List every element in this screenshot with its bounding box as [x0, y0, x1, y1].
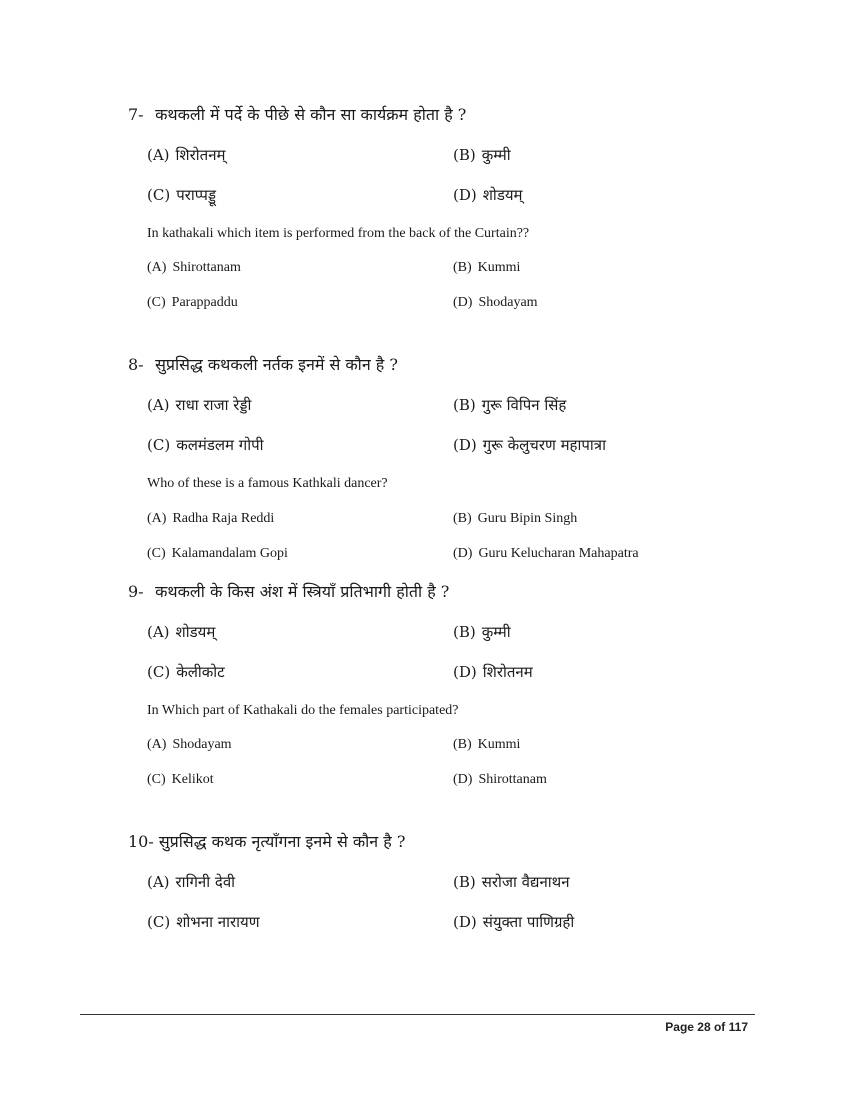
- question-text: सुप्रसिद्ध कथक नृत्याँगना इनमे से कौन है ?: [158, 832, 406, 851]
- q7-hindi-option-b: (B) कुम्मी: [453, 146, 511, 164]
- question-9-hindi: [128, 580, 449, 602]
- question-10-hindi: [128, 830, 405, 852]
- q10-hindi-option-b: (B) सरोजा वैद्यनाथन: [453, 873, 570, 891]
- q9-english-option-d: (D) Shirottanam: [453, 772, 547, 787]
- q8-hindi-option-d: (D) गुरू केलुचरण महापात्रा: [453, 436, 606, 454]
- q8-english-option-a: (A) Radha Raja Reddi: [147, 511, 275, 526]
- q7-english-option-c: (C) Parappaddu: [147, 295, 238, 310]
- q8-english-option-c: (C) Kalamandalam Gopi: [147, 546, 288, 561]
- q7-hindi-option-d: (D) शोडयम्: [453, 186, 523, 204]
- q8-english-option-d: (D) Guru Kelucharan Mahapatra: [453, 546, 639, 561]
- q9-hindi-option-b: (B) कुम्मी: [453, 623, 511, 641]
- question-7-hindi: [128, 103, 466, 125]
- question-number: 7-: [128, 105, 144, 124]
- question-text: सुप्रसिद्ध कथकली नर्तक इनमें से कौन है ?: [155, 355, 398, 374]
- q9-english-option-b: (B) Kummi: [453, 737, 521, 752]
- q9-english-option-a: (A) Shodayam: [147, 737, 232, 752]
- question-8-hindi: [128, 353, 398, 375]
- q7-english-option-b: (B) Kummi: [453, 260, 521, 275]
- q10-hindi-option-a: (A) रागिनी देवी: [147, 873, 236, 891]
- question-number: 10-: [128, 832, 154, 851]
- q9-english-option-c: (C) Kelikot: [147, 772, 214, 787]
- q8-hindi-option-a: (A) राधा राजा रेड्डी: [147, 396, 252, 414]
- question-8-english: Who of these is a famous Kathkali dancer?: [147, 476, 388, 491]
- question-number: 8-: [128, 355, 144, 374]
- q7-english-option-a: (A) Shirottanam: [147, 260, 241, 275]
- q7-hindi-option-a: (A) शिरोतनम्: [147, 146, 226, 164]
- q8-english-option-b: (B) Guru Bipin Singh: [453, 511, 578, 526]
- question-text: कथकली में पर्दे के पीछे से कौन सा कार्यक्रम होता है ?: [155, 105, 467, 124]
- q10-hindi-option-c: (C) शोभना नारायण: [147, 913, 260, 931]
- question-9-english: In Which part of Kathakali do the females participated?: [147, 703, 459, 718]
- q7-english-option-d: (D) Shodayam: [453, 295, 538, 310]
- page-number: Page 28 of 117: [665, 1020, 748, 1034]
- q7-hindi-option-c: (C) पराप्पड्डू: [147, 186, 216, 204]
- q8-hindi-option-c: (C) कलमंडलम गोपी: [147, 436, 264, 454]
- q8-hindi-option-b: (B) गुरू विपिन सिंह: [453, 396, 567, 414]
- q9-hindi-option-c: (C) केलीकोट: [147, 663, 225, 681]
- question-7-english: In kathakali which item is performed from the back of the Curtain??: [147, 226, 530, 241]
- question-number: 9-: [128, 582, 144, 601]
- question-text: कथकली के किस अंश में स्त्रियाँ प्रतिभागी होती है ?: [155, 582, 450, 601]
- q9-hindi-option-a: (A) शोडयम्: [147, 623, 216, 641]
- q9-hindi-option-d: (D) शिरोतनम: [453, 663, 533, 681]
- footer-divider: [80, 1014, 755, 1015]
- q10-hindi-option-d: (D) संयुक्ता पाणिग्रही: [453, 913, 575, 931]
